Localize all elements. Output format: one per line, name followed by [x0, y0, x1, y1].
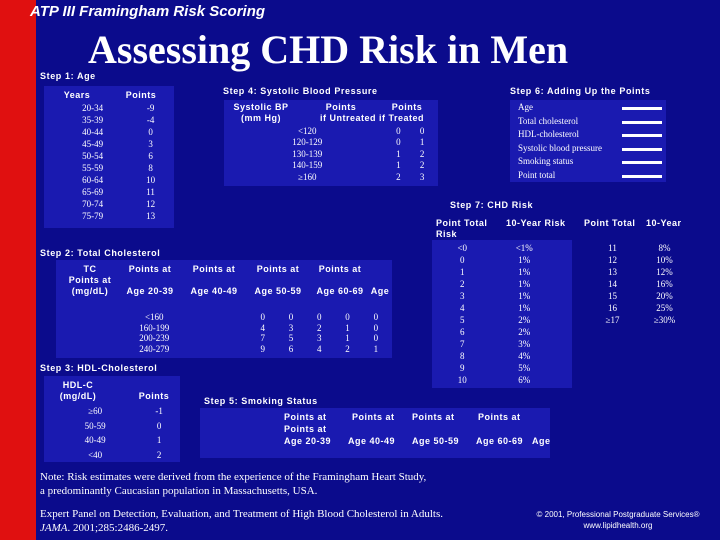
step5-label: Step 5: Smoking Status — [204, 396, 318, 406]
step5-col-h1c: Age 20-39 — [284, 436, 332, 446]
step3-cell: 1 — [156, 435, 162, 446]
step5-col-h2: Points at — [352, 412, 395, 422]
step3-row — [48, 419, 176, 434]
step4-col-mmhg: (mm Hg) — [241, 113, 281, 123]
step1-cell: 75-79 — [82, 211, 104, 221]
step4-cell: 1 — [396, 160, 401, 171]
step2-col-age1b: Age 20-39 — [126, 286, 174, 296]
step7-left-cell: 2 — [460, 279, 465, 289]
step7-left-row — [440, 254, 564, 266]
note-line-1: Note: Risk estimates were derived from the experience of the Framingham Heart Study, — [40, 471, 427, 483]
step1-row — [52, 174, 168, 186]
step4-row — [228, 137, 434, 149]
step6-item: Systolic blood pressure — [518, 142, 602, 153]
step2-col-age1: Points at — [128, 264, 172, 274]
step1-cell: 20-34 — [82, 103, 104, 113]
step6-item: Smoking status — [518, 156, 574, 166]
source-citation: . 2001;285:2486-2497. — [67, 522, 169, 534]
step5-col-h2b: Age 40-49 — [348, 436, 396, 446]
step6-item: Point total — [518, 169, 556, 180]
step6-blank-line — [622, 121, 662, 124]
step7-col-risk1: 10-Year Risk — [506, 218, 566, 228]
step7-right-cell: 8% — [658, 243, 671, 253]
step7-left-row — [440, 290, 564, 302]
step1-cell: 8 — [148, 163, 153, 173]
step1-cell: 35-39 — [82, 115, 104, 125]
step4-row — [228, 171, 434, 183]
step1-cell: 11 — [146, 187, 155, 197]
step5-col-h5: Age — [532, 436, 551, 446]
step6-blank-line — [622, 134, 662, 137]
step4-cell: 120-129 — [292, 137, 323, 148]
step7-left-cell: 0 — [460, 255, 465, 265]
slide-title: Assessing CHD Risk in Men — [88, 27, 569, 72]
step7-left-row — [440, 266, 564, 278]
step7-right-row — [592, 242, 696, 254]
step2-cell: 0 — [260, 312, 265, 323]
step3-cell: 50-59 — [84, 420, 106, 431]
step2-cell: 0 — [288, 312, 294, 323]
step1-cell: 10 — [146, 175, 156, 185]
step2-cell: 1 — [373, 343, 379, 354]
step6-item: Age — [518, 102, 533, 112]
step1-cell: 12 — [146, 199, 156, 209]
step7-right-row — [592, 254, 696, 266]
step4-cell: <120 — [297, 125, 317, 136]
step3-cell: ≥60 — [88, 406, 103, 417]
step1-cell: 60-64 — [82, 175, 104, 185]
step7-left-table — [440, 242, 564, 386]
copyright-line-2: www.lipidhealth.org — [583, 521, 653, 530]
step3-panel — [44, 376, 180, 466]
step4-cell: 0 — [396, 125, 401, 136]
step1-cell: -4 — [146, 115, 155, 125]
step7-left-cell: 2% — [518, 327, 531, 337]
step4-cell: 0 — [396, 137, 401, 148]
step3-table — [48, 404, 176, 462]
step7-left-cell: 4% — [518, 351, 531, 361]
step7-left-cell: 2% — [518, 315, 531, 325]
step2-cell: 4 — [260, 322, 265, 333]
step2-label: Step 2: Total Cholesterol — [40, 248, 161, 258]
step4-col-sub: if Untreated if Treated — [319, 113, 425, 123]
step7-left-row — [440, 278, 564, 290]
step4-col-treated: Points — [391, 102, 423, 112]
step1-cell: 0 — [148, 127, 153, 137]
step2-cell: 0 — [345, 312, 350, 323]
step3-cell: 0 — [156, 420, 162, 431]
step2-col-age2b: Age 40-49 — [190, 286, 238, 296]
step7-left-cell: 6% — [518, 375, 531, 385]
step7-left-cell: 6 — [460, 327, 465, 337]
step4-cell: 2 — [419, 160, 425, 171]
slide-header: ATP III Framingham Risk Scoring — [30, 3, 266, 20]
step1-col-points: Points — [125, 90, 157, 100]
step7-left-row — [440, 314, 564, 326]
step6-blank-line — [622, 175, 662, 178]
step4-cell: 140-159 — [292, 160, 323, 171]
step6-panel — [510, 100, 666, 182]
step4-col-sbp: Systolic BP — [233, 102, 289, 112]
step2-panel — [56, 260, 392, 358]
left-accent-bar — [0, 0, 36, 540]
step7-left-bg — [432, 240, 572, 388]
step7-left-cell: 1% — [518, 267, 531, 277]
step2-col-mgdl: (mg/dL) — [71, 286, 109, 296]
step1-cell: 65-69 — [82, 187, 104, 197]
step2-row — [60, 344, 390, 355]
step1-row — [52, 186, 168, 198]
step1-row — [52, 126, 168, 138]
step3-col-mgdl: (mg/dL) — [59, 391, 97, 401]
step1-row — [52, 102, 168, 114]
step2-row — [60, 333, 390, 344]
step2-cell: 0 — [373, 312, 379, 323]
step3-cell: 40-49 — [84, 435, 106, 446]
step7-right-cell: 14 — [608, 279, 617, 289]
step1-row — [52, 150, 168, 162]
step6-blank-line — [622, 161, 662, 164]
step2-cell: 1 — [345, 333, 350, 344]
step5-col-h1: Points at — [284, 412, 327, 422]
step2-cell: 0 — [373, 333, 379, 344]
step1-cell: 45-49 — [82, 139, 104, 149]
step7-left-row — [440, 326, 564, 338]
step2-cell: 240-279 — [139, 343, 170, 354]
step7-col-risk2: 10-Year — [646, 218, 682, 228]
step2-row — [60, 312, 390, 323]
step5-col-h1b: Points at — [284, 424, 327, 434]
step7-left-cell: 10 — [457, 375, 467, 385]
step4-panel — [224, 100, 438, 186]
step7-right-cell: 15 — [608, 291, 617, 301]
step7-left-cell: <0 — [457, 243, 468, 253]
step2-cell: 5 — [288, 333, 294, 344]
step1-cell: 55-59 — [82, 163, 104, 173]
step7-right-cell: 11 — [608, 243, 617, 253]
step7-left-cell: <1% — [515, 243, 533, 253]
step7-right-row — [592, 290, 696, 302]
step2-col-pointsat: Points at — [68, 275, 112, 285]
source-line-2 — [40, 521, 168, 535]
step2-cell: 9 — [260, 343, 265, 354]
step5-col-h4b: Age 60-69 — [476, 436, 524, 446]
step7-col-pt2: Point Total — [584, 218, 636, 228]
step1-table — [52, 102, 168, 222]
step4-cell: 2 — [396, 171, 401, 182]
step3-cell: <40 — [88, 449, 103, 460]
step2-cell: 3 — [288, 322, 294, 333]
step3-col-hdl: HDL-C — [62, 380, 94, 390]
step7-col-risk-wrap: Risk — [436, 229, 458, 239]
step1-cell: 40-44 — [82, 127, 104, 137]
step7-left-cell: 4 — [460, 303, 465, 313]
step2-cell: 160-199 — [139, 322, 170, 333]
step7-right-cell: 12 — [608, 255, 617, 265]
step7-right-cell: 20% — [656, 291, 673, 301]
step2-cell: 200-239 — [139, 333, 170, 344]
step7-right-table — [592, 242, 696, 326]
step2-cell: 2 — [317, 322, 322, 333]
step7-left-row — [440, 242, 564, 254]
step7-right-row — [592, 314, 696, 326]
step7-right-cell: ≥30% — [653, 315, 676, 325]
step4-label: Step 4: Systolic Blood Pressure — [223, 86, 378, 96]
step2-row — [60, 323, 390, 334]
step2-col-age5: Age — [370, 286, 390, 296]
step1-row — [52, 162, 168, 174]
step2-col-age3b: Age 50-59 — [254, 286, 302, 296]
step2-cell: 0 — [373, 322, 379, 333]
step3-cell: 2 — [156, 449, 162, 460]
step7-col-pt1: Point Total — [436, 218, 488, 228]
step7-right-cell: 13 — [608, 267, 617, 277]
step2-cell: 2 — [345, 343, 350, 354]
step1-cell: -9 — [146, 103, 155, 113]
step2-cell: 4 — [317, 343, 322, 354]
step7-left-cell: 3 — [460, 291, 465, 301]
step4-row — [228, 160, 434, 172]
source-journal: JAMA — [40, 522, 68, 534]
step2-cell: 1 — [345, 322, 350, 333]
step6-item: HDL-cholesterol — [518, 129, 579, 139]
step7-right-cell: 16 — [608, 303, 617, 313]
step2-cell: 7 — [260, 333, 265, 344]
step1-row — [52, 210, 168, 222]
step3-label: Step 3: HDL-Cholesterol — [40, 363, 158, 373]
step7-left-cell: 8 — [460, 351, 465, 361]
step7-right-cell: 16% — [656, 279, 673, 289]
step2-cell: 6 — [288, 343, 294, 354]
note-line-2: a predominantly Caucasian population in Massachusetts, USA. — [40, 485, 318, 497]
step2-cell: <160 — [144, 312, 164, 323]
step7-right-row — [592, 278, 696, 290]
step3-row — [48, 404, 176, 419]
step7-right-row — [592, 266, 696, 278]
step7-right-cell: 12% — [656, 267, 673, 277]
step1-row — [52, 114, 168, 126]
step7-left-cell: 1% — [518, 291, 531, 301]
step7-left-cell: 1% — [518, 279, 531, 289]
step7-left-row — [440, 338, 564, 350]
step7-panel — [432, 214, 700, 394]
step5-panel — [200, 408, 550, 458]
step7-left-cell: 1 — [460, 267, 465, 277]
step7-label: Step 7: CHD Risk — [450, 200, 534, 210]
step3-col-points: Points — [138, 391, 170, 401]
step4-row — [228, 125, 434, 137]
step4-cell: 1 — [419, 137, 425, 148]
step4-col-untreated: Points — [325, 102, 357, 112]
step7-left-row — [440, 362, 564, 374]
step1-label: Step 1: Age — [40, 71, 96, 81]
step2-cell: 0 — [317, 312, 322, 323]
step7-left-cell: 1% — [518, 255, 531, 265]
step4-cell: 1 — [396, 148, 401, 159]
step7-left-row — [440, 302, 564, 314]
step5-col-h3: Points at — [412, 412, 455, 422]
step6-label: Step 6: Adding Up the Points — [510, 86, 651, 96]
step7-left-cell: 5% — [518, 363, 531, 373]
step7-left-cell: 9 — [460, 363, 465, 373]
step7-right-cell: 10% — [656, 255, 673, 265]
step1-cell: 70-74 — [82, 199, 104, 209]
copyright — [520, 509, 716, 531]
step3-cell: -1 — [155, 406, 163, 417]
step4-cell: 130-139 — [292, 148, 323, 159]
step1-cell: 50-54 — [82, 151, 104, 161]
step1-row — [52, 138, 168, 150]
step4-cell: 0 — [419, 125, 425, 136]
step5-col-h3b: Age 50-59 — [412, 436, 460, 446]
step7-right-row — [592, 302, 696, 314]
step7-left-cell: 3% — [518, 339, 531, 349]
step6-blank-line — [622, 148, 662, 151]
step2-col-age4b: Age 60-69 — [316, 286, 364, 296]
step1-cell: 6 — [148, 151, 153, 161]
step2-col-age2: Points at — [192, 264, 236, 274]
step2-cell: 3 — [317, 333, 322, 344]
source-line-1: Expert Panel on Detection, Evaluation, and Treatment of High Blood Cholesterol in Adults. — [40, 508, 443, 520]
step2-table — [60, 312, 390, 354]
step4-cell: 3 — [419, 171, 425, 182]
step1-cell: 13 — [146, 211, 156, 221]
step7-right-cell: ≥17 — [605, 315, 620, 325]
step2-col-tc: TC — [83, 264, 97, 274]
step1-panel — [44, 86, 174, 228]
step4-cell: ≥160 — [298, 171, 317, 182]
copyright-line-1: © 2001, Professional Postgraduate Services® — [536, 510, 700, 519]
step6-item: Total cholesterol — [518, 115, 579, 126]
step3-row — [48, 448, 176, 463]
step3-row — [48, 433, 176, 448]
step6-blank-line — [622, 107, 662, 110]
step5-col-h4: Points at — [478, 412, 521, 422]
step2-col-age4: Points at — [318, 264, 362, 274]
step7-left-cell: 5 — [460, 315, 465, 325]
step1-col-years: Years — [63, 90, 91, 100]
step4-table — [228, 125, 434, 183]
step7-left-cell: 7 — [460, 339, 465, 349]
step7-left-cell: 1% — [518, 303, 531, 313]
step2-col-age3: Points at — [256, 264, 300, 274]
step4-row — [228, 148, 434, 160]
step7-left-row — [440, 350, 564, 362]
step7-right-cell: 25% — [656, 303, 673, 313]
step1-cell: 3 — [148, 139, 153, 149]
step1-row — [52, 198, 168, 210]
step7-left-row — [440, 374, 564, 386]
step4-cell: 2 — [419, 148, 425, 159]
